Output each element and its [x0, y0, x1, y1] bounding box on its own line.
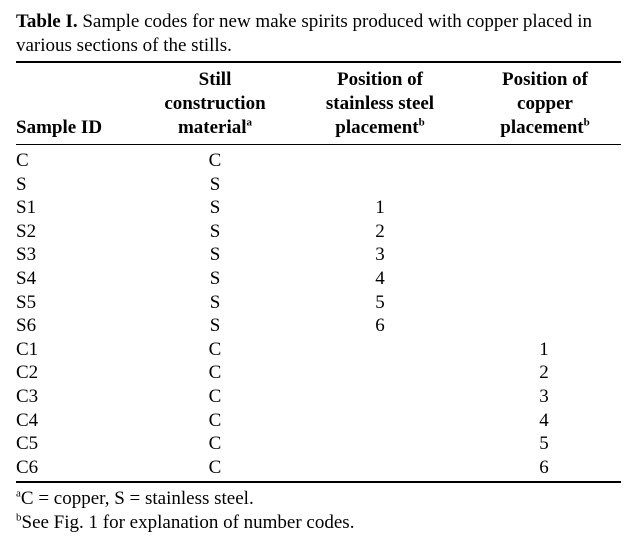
cell-stainless-position: 3 [375, 244, 385, 266]
cell-material: C [208, 433, 222, 455]
footnote-a-mark: a [16, 487, 21, 500]
header-still-line2: construction [164, 93, 266, 114]
cell-copper-position: 6 [539, 456, 549, 478]
footnote-b-mark: b [16, 511, 22, 524]
footnote-b [16, 511, 354, 535]
header-sample-id: Sample ID [16, 117, 103, 138]
table-row [0, 338, 633, 362]
cell-sample-id: C5 [16, 433, 39, 455]
cell-copper-position: 5 [539, 433, 549, 455]
table-row [0, 361, 633, 385]
table-row [0, 220, 633, 244]
cell-material: S [209, 197, 221, 219]
cell-sample-id: C2 [16, 362, 39, 384]
header-cu-line3-wrap [465, 116, 625, 140]
header-still-material [140, 68, 290, 140]
cell-material: S [209, 267, 221, 289]
cell-sample-id: C4 [16, 409, 39, 431]
header-copper-position [465, 68, 625, 140]
table-row [0, 314, 633, 338]
table-row [0, 385, 633, 409]
table-row [0, 456, 633, 480]
table-row [0, 149, 633, 173]
cell-material: S [209, 173, 221, 195]
cell-stainless-position: 2 [375, 220, 385, 242]
caption-label: Table I. [16, 11, 78, 32]
cell-sample-id: S6 [16, 315, 37, 337]
cell-sample-id: C3 [16, 385, 39, 407]
cell-sample-id: S4 [16, 267, 37, 289]
table-row [0, 173, 633, 197]
cell-stainless-position: 5 [375, 291, 385, 313]
cell-material: S [209, 291, 221, 313]
cell-sample-id: S5 [16, 291, 37, 313]
footnote-a [16, 487, 254, 511]
header-ss-footnote-mark: b [418, 116, 425, 129]
cell-copper-position: 4 [539, 409, 549, 431]
cell-material: S [209, 220, 221, 242]
cell-sample-id: S3 [16, 244, 37, 266]
cell-sample-id: S [16, 173, 27, 195]
header-still-line3-wrap [140, 116, 290, 140]
cell-material: C [208, 456, 222, 478]
cell-sample-id: C1 [16, 338, 39, 360]
header-ss-line3: placement [335, 117, 419, 138]
cell-sample-id: C6 [16, 456, 39, 478]
table-row [0, 267, 633, 291]
header-stainless-position [305, 68, 455, 140]
header-ss-line3-wrap [305, 116, 455, 140]
header-cu-footnote-mark: b [583, 116, 590, 129]
cell-copper-position: 1 [539, 338, 549, 360]
table-row [0, 243, 633, 267]
cell-stainless-position: 1 [375, 197, 385, 219]
header-still-footnote-mark: a [246, 116, 253, 129]
table-body [0, 149, 633, 479]
table-row [0, 196, 633, 220]
cell-sample-id: S2 [16, 220, 37, 242]
cell-sample-id: C [16, 150, 29, 171]
cell-stainless-position: 4 [375, 267, 385, 289]
cell-stainless-position: 6 [375, 315, 385, 337]
cell-material: C [208, 409, 222, 431]
cell-sample-id: S1 [16, 197, 37, 219]
table-row [0, 409, 633, 433]
table-caption [16, 10, 616, 58]
bottom-rule [16, 481, 621, 483]
header-cu-line3: placement [500, 117, 584, 138]
cell-material: C [208, 338, 222, 360]
table-row [0, 432, 633, 456]
header-ss-line1: Position of [336, 69, 424, 90]
cell-material: C [208, 362, 222, 384]
table-row [0, 291, 633, 315]
cell-copper-position: 3 [539, 385, 549, 407]
header-rule [16, 144, 621, 145]
cell-copper-position: 2 [539, 362, 549, 384]
header-still-line1: Still [198, 69, 232, 90]
top-rule [16, 61, 621, 63]
header-ss-line2: stainless steel [325, 93, 435, 114]
cell-material: S [209, 315, 221, 337]
header-cu-line2: copper [517, 93, 573, 114]
caption-text: Sample codes for new make spirits produced with copper placed in various sections of the stills. [16, 11, 593, 56]
footnote-b-text: See Fig. 1 for explanation of number codes. [21, 512, 355, 533]
cell-material: C [208, 150, 222, 171]
cell-material: S [209, 244, 221, 266]
header-still-line3: material [177, 117, 247, 138]
footnote-a-text: C = copper, S = stainless steel. [20, 488, 254, 509]
cell-material: C [208, 385, 222, 407]
header-cu-line1: Position of [501, 69, 589, 90]
